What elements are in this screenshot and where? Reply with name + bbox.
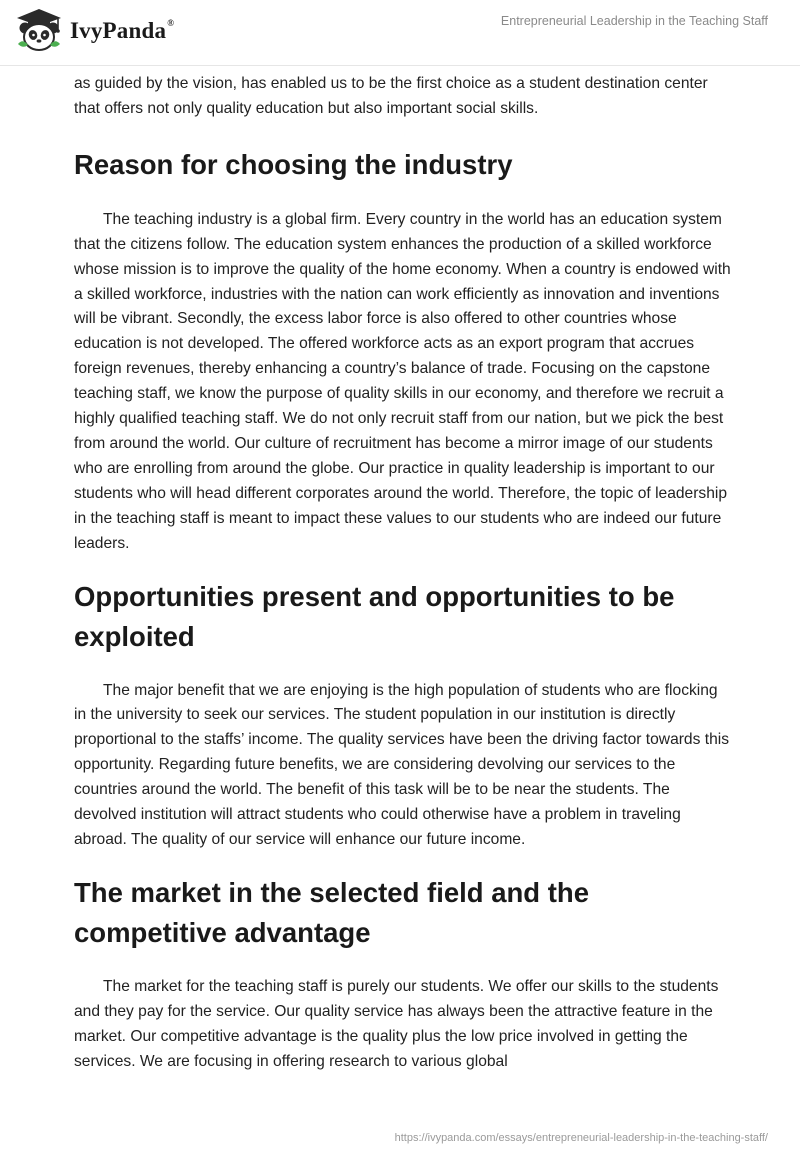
section-heading-market: The market in the selected field and the competitive advantage: [74, 876, 589, 948]
logo-text: [70, 18, 174, 44]
essay-content: [74, 72, 734, 1074]
source-url[interactable]: https://ivypanda.com/essays/entrepreneurial-leadership-in-the-teaching-staff/: [394, 1132, 768, 1144]
panda-graduate-icon: [14, 8, 64, 52]
document-title: Entrepreneurial Leadership in the Teaching Staff: [500, 14, 768, 28]
logo-wordmark: IvyPanda: [70, 18, 167, 43]
registered-mark: ®: [167, 18, 175, 29]
page-header: [0, 0, 800, 66]
section-paragraph-opportunities: The major benefit that we are enjoying is the high population of students who are flocking in the university to seek our services. The student population in our institution is directly proportional to the staffs’ income. The quality services have been the driving factor towards this opportunity. Regarding future benefits, we are considering devolving our services to the countries around the world. The benefit of this task will be to be near the students. The devolved institution will attract students who could otherwise have a problem in traveling abroad. The quality of our service will enhance our future income.: [74, 681, 729, 848]
section-paragraph-reason: The teaching industry is a global firm. Every country in the world has an education system that the citizens follow. The education system enhances the production of a skilled workforce whose mission is to improve the quality of the home economy. When a country is endowed with a skilled workforce, industries with the nation can work efficiently as innovation and inventions will be vibrant. Secondly, the excess labor force is also offered to other countries whose education is not developed. The offered workforce acts as an export program that accrues foreign revenues, thereby enhancing a country’s balance of trade. Focusing on the capstone teaching staff, we know the purpose of quality skills in our economy, and therefore we recruit a highly qualified teaching staff. We do not only recruit staff from our nation, but we pick the best from around the world. Our culture of recruitment has become a mirror image of our students who are enrolling from around the globe. Our practice in quality leadership is important to our students who will head different corporates around the world. Therefore, the topic of leadership in the teaching staff is meant to impact these values to our students who are indeed our future leaders.: [74, 210, 731, 552]
section-heading-opportunities: Opportunities present and opportunities to be exploited: [74, 580, 675, 652]
ivypanda-logo[interactable]: [14, 8, 174, 52]
section-paragraph-market: The market for the teaching staff is purely our students. We offer our skills to the students and they pay for the service. Our quality service has always been the attractive feature in the market. Our competitive advantage is the quality plus the low price involved in getting the services. We are focusing in offering research to various global: [74, 977, 719, 1070]
section-heading-reason: Reason for choosing the industry: [74, 148, 513, 180]
intro-continuation: as guided by the vision, has enabled us to be the first choice as a student destination center that offers not only quality education but also important social skills.: [74, 75, 708, 117]
